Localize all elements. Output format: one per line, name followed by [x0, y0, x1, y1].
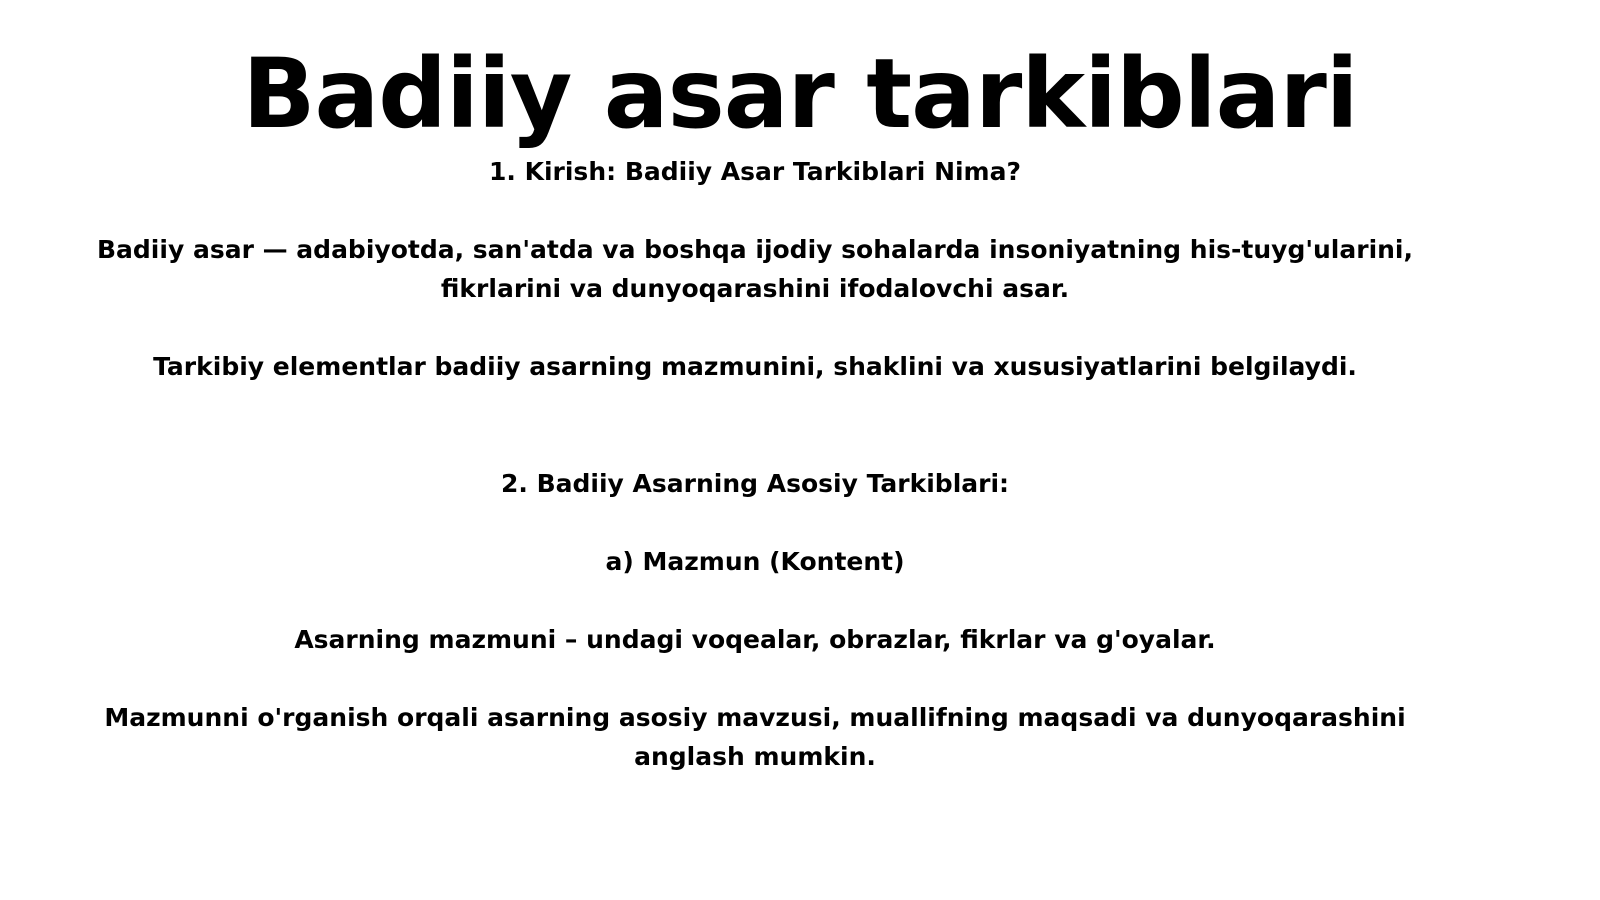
spacer — [90, 581, 1420, 620]
slide-title: Badiiy asar tarkiblari — [242, 38, 1358, 150]
paragraph-definition-line-2: fikrlarini va dunyoqarashini ifodalovchi asar. — [440, 274, 1070, 303]
spacer — [90, 503, 1420, 542]
paragraph-content-study-line-2: anglash mumkin. — [634, 742, 876, 771]
spacer — [90, 659, 1420, 698]
section-heading-components: 2. Badiiy Asarning Asosiy Tarkiblari: — [500, 469, 1010, 498]
subheading-content: a) Mazmun (Kontent) — [605, 547, 905, 576]
spacer — [90, 191, 1420, 230]
paragraph-content-study-line-1: Mazmunni o'rganish orqali asarning asosiy mavzusi, muallifning maqsadi va dunyoqarashini — [104, 703, 1406, 732]
slide-body — [90, 152, 1420, 776]
paragraph-definition-line-1: Badiiy asar — adabiyotda, san'atda va boshqa ijodiy sohalarda insoniyatning his-tuyg'ularini, — [96, 235, 1413, 264]
spacer — [90, 308, 1420, 347]
paragraph-content-description: Asarning mazmuni – undagi voqealar, obrazlar, fikrlar va g'oyalar. — [294, 625, 1216, 654]
section-heading-intro: 1. Kirish: Badiiy Asar Tarkiblari Nima? — [489, 157, 1021, 186]
spacer — [90, 386, 1420, 464]
paragraph-elements: Tarkibiy elementlar badiiy asarning mazmunini, shaklini va xususiyatlarini belgilaydi. — [153, 352, 1357, 381]
